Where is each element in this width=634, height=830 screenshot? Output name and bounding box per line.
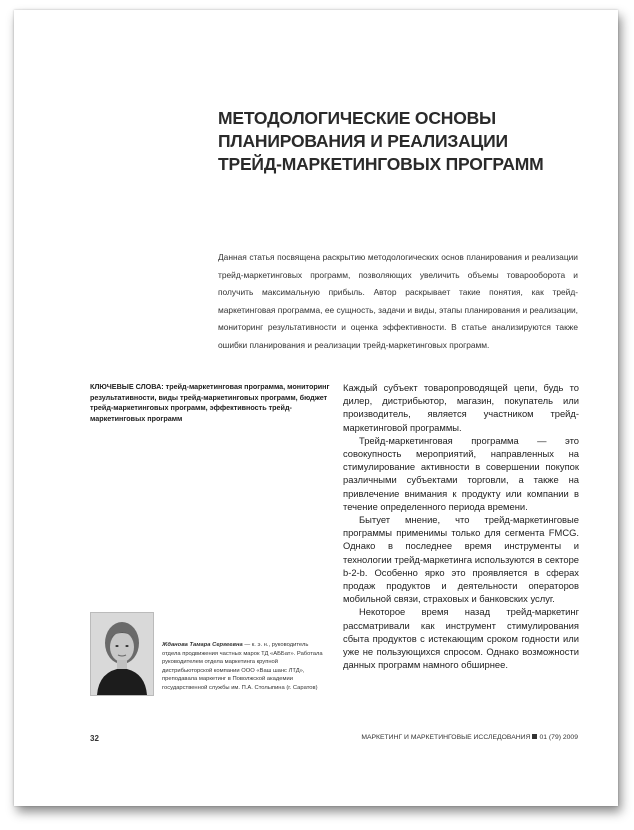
title-line: ТРЕЙД-МАРКЕТИНГОВЫХ ПРОГРАММ <box>218 154 544 174</box>
journal-name: МАРКЕТИНГ И МАРКЕТИНГОВЫЕ ИССЛЕДОВАНИЯ <box>361 734 531 741</box>
body-paragraph: Каждый субъект товаропроводящей цепи, будь то дилер, дистрибьютор, магазин, покупатель или производитель, является участником трейд-маркетинговой программы. <box>343 382 579 433</box>
author-info <box>162 641 328 693</box>
keywords-label: КЛЮЧЕВЫЕ СЛОВА: <box>90 382 164 391</box>
author-photo <box>90 612 154 696</box>
article-body <box>343 381 579 671</box>
keywords-block <box>90 382 330 424</box>
author-bio: — к. э. н., руководитель отдела продвижения частных марок ТД «АББат». Работала руководителем отдела маркетинга крупной дистрибьюторской компании ООО «Ваш шанс ЛТД», преподавала маркетинг в Поволжской академии государственной службы им. П.А. Столыпина (г. Саратов) <box>162 642 323 691</box>
title-line: ПЛАНИРОВАНИЯ И РЕАЛИЗАЦИИ <box>218 131 508 151</box>
keywords-text: трейд-маркетинговая программа, мониторинг результативности, виды трейд-маркетинговых программ, бюджет трейд-маркетинговых программ, эффективность трейд-маркетинговых программ <box>90 382 330 423</box>
journal-issue: 01 (79) 2009 <box>539 734 578 741</box>
body-paragraph: Трейд-маркетинговая программа — это совокупность мероприятий, направленных на стимулирование активности в совершении покупок различными субъектами торговли, а также на привлечение внимания к продукту или компании в течение определенного периода времени. <box>343 434 579 512</box>
title-line: МЕТОДОЛОГИЧЕСКИЕ ОСНОВЫ <box>218 108 496 128</box>
article-abstract: Данная статья посвящена раскрытию методологических основ планирования и реализации трейд-маркетинговых программ, позволяющих увеличить объемы товарооборота и получить максимальную прибыль. Автор раскрывает такие понятия, как трейд-маркетинговая программа, ее сущность, задачи и виды, этапы планирования и реализации, мониторинг результативности и оценка эффективности. В статье анализируются также ошибки планирования и реализации трейд-маркетинговых программ. <box>218 252 578 350</box>
body-paragraph: Некоторое время назад трейд-маркетинг рассматривали как инструмент стимулирования сбыта продуктов с истекающим сроком годности или уже не пользующихся спросом. Однако возможности данных программ намного обширнее. <box>343 606 579 671</box>
body-paragraph: Бытует мнение, что трейд-маркетинговые программы применимы только для сегмента FMCG. Однако в последнее время инструменты и технологии трейд-маркетинга используются в секторе b-2-b. Особенно ярко это проявляется в сферах продаж продуктов и деятельности операторов мобильной связи, страховых и банковских услуг. <box>343 514 579 605</box>
journal-footer <box>346 734 578 741</box>
page-number: 32 <box>90 734 99 743</box>
article-title <box>218 107 578 176</box>
square-bullet-icon <box>532 734 537 739</box>
author-name: Жданова Тамара Сергеевна <box>162 642 243 648</box>
